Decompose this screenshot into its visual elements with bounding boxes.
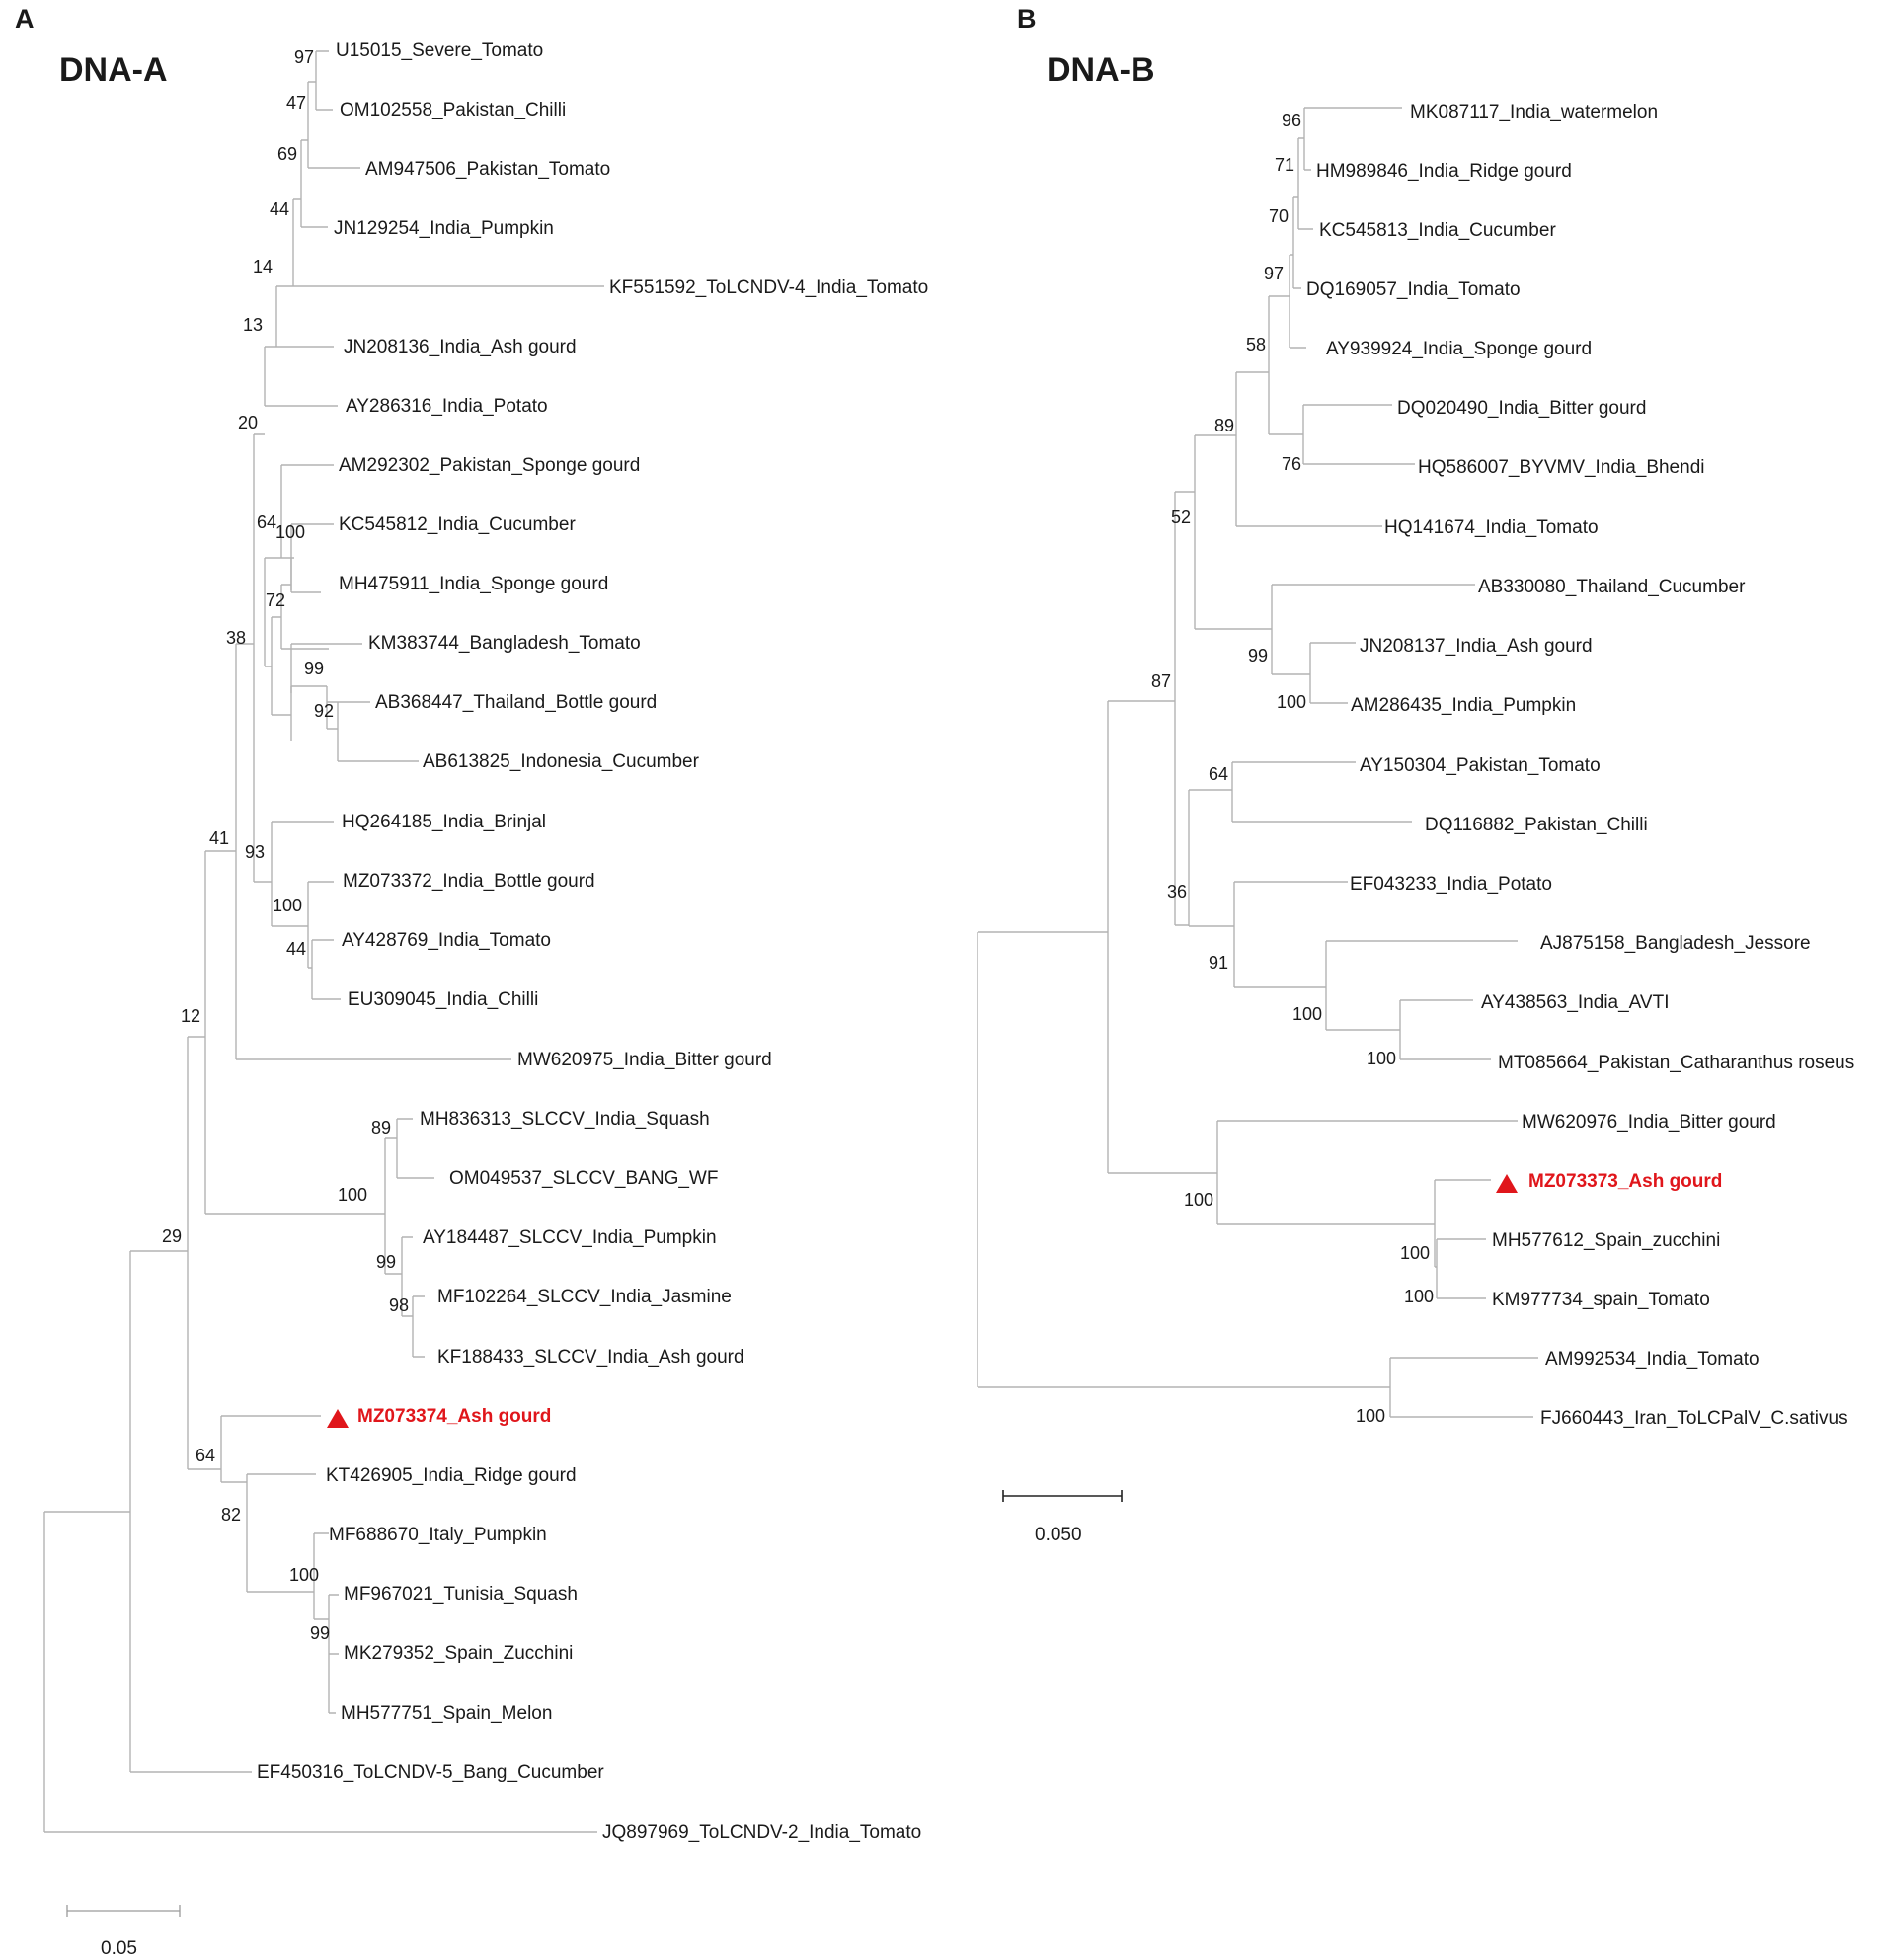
- bootstrap-value: 64: [1208, 764, 1228, 784]
- tree-a-branch: [265, 347, 338, 406]
- bootstrap-value: 100: [1276, 692, 1306, 712]
- tree-b-leaf: EF043233_India_Potato: [1350, 874, 1552, 895]
- bootstrap-value: 76: [1281, 454, 1301, 474]
- tree-b-leaf: AB330080_Thailand_Cucumber: [1478, 577, 1746, 597]
- tree-b-branch: [1272, 585, 1475, 674]
- tree-a-leaf: U15015_Severe_Tomato: [336, 40, 544, 61]
- tree-b-branch: [1326, 941, 1518, 1030]
- tree-a-leaf: MH836313_SLCCV_India_Squash: [420, 1109, 710, 1130]
- tree-b-leaf: AY939924_India_Sponge gourd: [1326, 339, 1593, 359]
- tree-a-leaf: KM383744_Bangladesh_Tomato: [368, 633, 641, 654]
- bootstrap-value: 99: [375, 1252, 396, 1272]
- tree-a-leaf: AB613825_Indonesia_Cucumber: [423, 751, 699, 772]
- panel-a-title: DNA-A: [59, 51, 168, 89]
- tree-a-leaf: EF450316_ToLCNDV-5_Bang_Cucumber: [257, 1763, 604, 1783]
- tree-b-branch: [1189, 790, 1234, 926]
- bootstrap-value: 52: [1170, 508, 1191, 527]
- bootstrap-value: 100: [274, 522, 305, 542]
- panel-b-letter: B: [1017, 4, 1037, 34]
- tree-a-branch: [221, 1416, 321, 1482]
- tree-a-leaf: JN208136_India_Ash gourd: [344, 337, 577, 357]
- tree-a-branch: [276, 286, 334, 347]
- tree-b-leaf: KM977734_spain_Tomato: [1492, 1290, 1710, 1310]
- tree-a-leaf: KC545812_India_Cucumber: [339, 514, 576, 535]
- tree-a-branch: [329, 1595, 339, 1713]
- tree-a-leaf: AM292302_Pakistan_Sponge gourd: [339, 455, 641, 476]
- scale-bar-a-label: 0.05: [101, 1938, 137, 1959]
- tree-b-leaf: JN208137_India_Ash gourd: [1360, 636, 1593, 657]
- tree-b-branch: [1400, 1000, 1491, 1059]
- bootstrap-value: 44: [269, 199, 289, 219]
- bootstrap-value: 47: [285, 93, 306, 113]
- tree-b-leaf: FJ660443_Iran_ToLCPalV_C.sativus: [1540, 1408, 1848, 1429]
- tree-b-leaf: DQ116882_Pakistan_Chilli: [1425, 815, 1648, 835]
- tree-a-branch: [316, 51, 333, 110]
- tree-a-leaf: AY286316_India_Potato: [346, 396, 548, 417]
- bootstrap-value: 69: [276, 144, 297, 164]
- tree-b-branch: [1269, 296, 1303, 434]
- panel-a-letter: A: [15, 4, 35, 34]
- bootstrap-value: 100: [1183, 1190, 1213, 1210]
- tree-a-leaf: JN129254_India_Pumpkin: [334, 218, 554, 239]
- tree-b-leaf-highlight: MZ073373_Ash gourd: [1528, 1171, 1723, 1192]
- bootstrap-value: 97: [1263, 264, 1284, 283]
- bootstrap-value: 71: [1274, 155, 1294, 175]
- tree-b-branch: [1108, 701, 1217, 1173]
- tree-a-branch: [413, 1296, 425, 1357]
- bootstrap-value: 100: [1403, 1287, 1434, 1306]
- tree-b-branch: [1437, 1239, 1486, 1298]
- tree-a-leaf: AB368447_Thailand_Bottle gourd: [375, 692, 658, 713]
- bootstrap-value: 38: [225, 628, 246, 648]
- tree-a-leaf: MK279352_Spain_Zucchini: [344, 1643, 574, 1664]
- tree-a-leaf: KF551592_ToLCNDV-4_India_Tomato: [609, 277, 929, 298]
- tree-b-branch: [1290, 255, 1306, 348]
- scale-bar-b-label: 0.050: [1035, 1525, 1082, 1545]
- bootstrap-value: 100: [1291, 1004, 1322, 1024]
- tree-b-leaf: DQ020490_India_Bitter gourd: [1397, 398, 1647, 419]
- tree-a-leaf: JQ897969_ToLCNDV-2_India_Tomato: [602, 1822, 922, 1842]
- tree-a-branch: [301, 140, 328, 227]
- bootstrap-value: 13: [242, 315, 263, 335]
- tree-a-leaf: AY184487_SLCCV_India_Pumpkin: [423, 1227, 717, 1248]
- tree-b-leaf: AM992534_India_Tomato: [1545, 1349, 1760, 1370]
- tree-b-leaf: KC545813_India_Cucumber: [1319, 220, 1556, 241]
- tree-b-leaf: MK087117_India_watermelon: [1410, 102, 1659, 122]
- scale-bar-a: [67, 1905, 180, 1959]
- scale-bar-b: [1003, 1490, 1122, 1545]
- tree-a-leaf: OM049537_SLCCV_BANG_WF: [449, 1168, 719, 1189]
- bootstrap-value: 89: [370, 1118, 391, 1137]
- tree-b-branch: [1390, 1358, 1538, 1417]
- bootstrap-value: 100: [272, 896, 302, 915]
- panel-b-title: DNA-B: [1047, 51, 1155, 89]
- bootstrap-value: 64: [195, 1446, 215, 1465]
- tree-a-leaf: MZ073372_India_Bottle gourd: [343, 871, 595, 892]
- tree-b-branch: [978, 932, 1390, 1387]
- tree-b-leaf: MW620976_India_Bitter gourd: [1522, 1112, 1776, 1133]
- bootstrap-value: 100: [1366, 1049, 1396, 1068]
- bootstrap-value: 82: [220, 1505, 241, 1525]
- tree-b-branch: [1293, 197, 1301, 288]
- tree-b-branch: [1234, 882, 1348, 987]
- bootstrap-value: 41: [208, 828, 229, 848]
- bootstrap-value: 96: [1281, 111, 1301, 130]
- tree-b-leaf: AY150304_Pakistan_Tomato: [1360, 755, 1601, 776]
- bootstrap-value: 20: [237, 413, 258, 432]
- bootstrap-value: 99: [309, 1623, 330, 1643]
- tree-a-leaf: MW620975_India_Bitter gourd: [517, 1050, 772, 1070]
- bootstrap-value: 93: [244, 842, 265, 862]
- bootstrap-value: 89: [1213, 416, 1234, 435]
- highlight-triangle-icon: [327, 1409, 349, 1428]
- bootstrap-value: 92: [313, 701, 334, 721]
- tree-a-leaf: MF688670_Italy_Pumpkin: [329, 1525, 547, 1545]
- tree-b-leaf: AY438563_India_AVTI: [1481, 992, 1670, 1013]
- tree-b-branch: [1217, 1121, 1518, 1224]
- tree-b-branch: [1236, 372, 1382, 526]
- tree-a-leaf: MF967021_Tunisia_Squash: [344, 1584, 578, 1605]
- bootstrap-value: 70: [1268, 206, 1289, 226]
- tree-b-leaf: MT085664_Pakistan_Catharanthus roseus: [1498, 1053, 1855, 1073]
- tree-a-leaf: MF102264_SLCCV_India_Jasmine: [437, 1287, 732, 1307]
- tree-a-branch: [254, 434, 272, 882]
- tree-b-branch: [1310, 643, 1356, 703]
- tree-b-leaf: AJ875158_Bangladesh_Jessore: [1540, 933, 1811, 954]
- tree-b-branch: [1298, 138, 1313, 229]
- tree-a-leaf: HQ264185_India_Brinjal: [342, 812, 547, 832]
- tree-a-leaf: EU309045_India_Chilli: [348, 989, 539, 1010]
- bootstrap-value: 100: [288, 1565, 319, 1585]
- bootstrap-value: 91: [1208, 953, 1228, 973]
- tree-a-leaf: AM947506_Pakistan_Tomato: [365, 159, 611, 180]
- scale-bar-b-line: [1003, 1490, 1122, 1502]
- tree-b-leaf: HQ586007_BYVMV_India_Bhendi: [1418, 457, 1705, 478]
- tree-a-branch: [312, 940, 341, 999]
- tree-a-leaf: KT426905_India_Ridge gourd: [326, 1465, 577, 1486]
- scale-bar-a-line: [67, 1905, 180, 1917]
- tree-a-branch: [188, 1037, 221, 1469]
- tree-b-branch: [1435, 1180, 1491, 1267]
- bootstrap-value: 100: [1355, 1406, 1385, 1426]
- bootstrap-value: 87: [1150, 671, 1171, 691]
- panel-a: [15, 4, 928, 1959]
- bootstrap-value: 100: [337, 1185, 367, 1205]
- tree-b-leaf: HQ141674_India_Tomato: [1384, 517, 1599, 538]
- tree-a-leaf: MH475911_India_Sponge gourd: [339, 574, 609, 594]
- highlight-triangle-icon: [1496, 1174, 1518, 1193]
- bootstrap-value: 58: [1245, 335, 1266, 354]
- bootstrap-value: 72: [265, 590, 285, 610]
- tree-b-branch: [1175, 492, 1195, 925]
- bootstrap-value: 29: [161, 1226, 182, 1246]
- tree-a-leaf: AY428769_India_Tomato: [342, 930, 551, 951]
- tree-b-leaf: HM989846_India_Ridge gourd: [1316, 161, 1572, 182]
- tree-a-branch: [293, 199, 604, 286]
- tree-a-branch: [291, 558, 294, 590]
- panel-b: [978, 4, 1854, 1545]
- tree-a-leaf: OM102558_Pakistan_Chilli: [340, 100, 567, 120]
- bootstrap-value: 12: [180, 1006, 200, 1026]
- tree-a-leaf: KF188433_SLCCV_India_Ash gourd: [437, 1347, 744, 1368]
- bootstrap-value: 36: [1166, 882, 1187, 902]
- tree-b-leaf: MH577612_Spain_zucchini: [1492, 1230, 1721, 1251]
- tree-a-branch: [281, 465, 334, 558]
- bootstrap-value: 64: [256, 512, 276, 532]
- tree-b-leaf: DQ169057_India_Tomato: [1306, 279, 1521, 300]
- tree-b-leaf: AM286435_India_Pumpkin: [1351, 695, 1577, 716]
- bootstrap-value: 100: [1399, 1243, 1430, 1263]
- tree-a-branch: [44, 1512, 597, 1832]
- tree-a-leaves: [257, 40, 928, 1842]
- tree-b-leaves: [1306, 102, 1854, 1429]
- bootstrap-value: 99: [303, 659, 324, 678]
- tree-a-branch: [265, 558, 281, 666]
- bootstrap-value: 97: [293, 47, 314, 67]
- tree-a-branch: [281, 585, 329, 649]
- tree-a-leaf-highlight: MZ073374_Ash gourd: [357, 1406, 552, 1427]
- bootstrap-value: 98: [388, 1295, 409, 1315]
- bootstrap-value: 99: [1247, 646, 1268, 666]
- tree-b-branch: [1195, 435, 1272, 629]
- tree-a-leaf: MH577751_Spain_Melon: [341, 1703, 553, 1724]
- bootstrap-value: 14: [252, 257, 273, 276]
- bootstrap-value: 44: [285, 939, 306, 959]
